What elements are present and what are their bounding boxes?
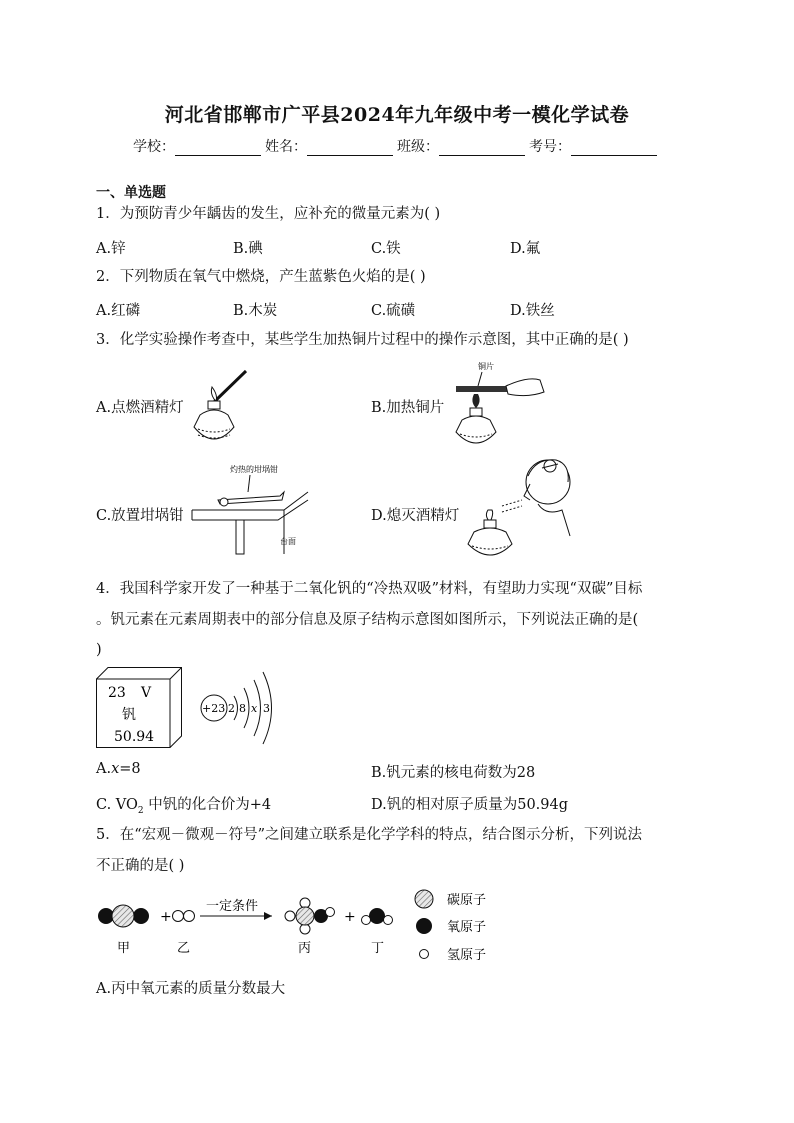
question-2-stem: 2．下列物质在氧气中燃烧，产生蓝紫色火焰的是( ): [96, 269, 426, 285]
lighting-lamp-figure: [188, 365, 278, 455]
label-jia: 甲: [117, 941, 131, 956]
legend-carbon: 碳原子: [447, 893, 487, 908]
question-5-stem-line1: 5．在“宏观－微观－符号”之间建立联系是化学学科的特点，结合图示分析，下列说法: [96, 827, 643, 843]
atomic-number: 23: [108, 685, 126, 701]
label-yi: 乙: [177, 941, 191, 956]
name-label: 姓名：: [265, 139, 307, 155]
question-4-stem-line1: 4．我国科学家开发了一种基于二氧化钒的“冷热双吸”材料，有望助力实现“双碳”目标: [96, 581, 643, 597]
question-4-stem-line2: 。钒元素在元素周期表中的部分信息及原子结构示意图如图所示，下列说法正确的是(: [96, 612, 639, 628]
extinguishing-lamp-figure: [462, 456, 580, 568]
q5-option-a: A.丙中氧元素的质量分数最大: [96, 981, 286, 997]
school-blank[interactable]: [175, 141, 261, 156]
legend-hydrogen: 氢原子: [447, 948, 487, 963]
q3-option-d: D.熄灭酒精灯: [371, 508, 460, 524]
tabletop-label: 台面: [280, 537, 296, 546]
question-3-stem: 3．化学实验操作考查中，某些学生加热铜片过程中的操作示意图，其中正确的是( ): [96, 332, 629, 348]
shell-1-electrons: 2: [228, 702, 235, 715]
molecule-jia: [98, 905, 149, 927]
legend-hydrogen-icon: [420, 950, 429, 959]
legend-carbon-icon: [415, 890, 433, 908]
question-1-stem: 1．为预防青少年龋齿的发生，应补充的微量元素为( ): [96, 206, 441, 222]
class-blank[interactable]: [439, 141, 525, 156]
school-label: 学校：: [133, 139, 175, 155]
element-symbol: V: [141, 685, 152, 701]
atom-structure-diagram: [196, 668, 281, 748]
q3-option-c: C.放置坩埚钳: [96, 508, 184, 524]
exam-title: 河北省邯郸市广平县2024年九年级中考一模化学试卷: [164, 104, 630, 126]
heating-copper-figure: [448, 358, 558, 458]
q4-option-a: A.x=8: [96, 761, 141, 777]
class-label: 班级：: [397, 139, 439, 155]
shell-3-electrons: x: [251, 702, 258, 715]
label-bing: 丙: [298, 941, 312, 956]
reaction-condition: 一定条件: [206, 899, 259, 914]
q1-option-d: D.氟: [510, 241, 541, 257]
name-blank[interactable]: [307, 141, 393, 156]
q2-option-a: A.红磷: [96, 303, 141, 319]
copper-sheet-label: 铜片: [478, 362, 494, 371]
q1-option-c: C.铁: [371, 241, 401, 257]
placing-tongs-figure: [190, 462, 315, 567]
molecule-yi: [173, 911, 195, 922]
q2-option-b: B.木炭: [233, 303, 278, 319]
legend-oxygen-icon: [416, 918, 432, 934]
number-blank[interactable]: [571, 141, 657, 156]
q4-option-c: C. $VO_2$ 中钒的化合价为+4: [96, 797, 272, 816]
reaction-diagram: [94, 886, 514, 968]
q4-option-b: B.钒元素的核电荷数为28: [371, 765, 536, 781]
element-name: 钒: [122, 707, 136, 723]
student-info-line: [0, 136, 794, 156]
shell-4-electrons: 3: [263, 702, 270, 715]
atomic-mass: 50.94: [114, 729, 155, 745]
q3-option-a: A.点燃酒精灯: [96, 400, 184, 416]
q4-option-d: D.钒的相对原子质量为50.94g: [371, 797, 569, 813]
number-label: 考号：: [529, 139, 571, 155]
question-5-stem-line2: 不正确的是( ): [96, 858, 185, 874]
molecule-bing: [285, 898, 335, 934]
q2-option-c: C.硫磺: [371, 303, 416, 319]
label-ding: 丁: [371, 941, 385, 956]
shell-2-electrons: 8: [239, 702, 246, 715]
q1-option-b: B.碘: [233, 241, 263, 257]
q1-option-a: A.锌: [96, 241, 126, 257]
nucleus-charge: +23: [202, 702, 226, 715]
hot-tongs-label: 灼热的坩埚钳: [230, 465, 278, 474]
vanadium-element-card: [96, 667, 182, 749]
legend-oxygen: 氧原子: [447, 920, 487, 935]
molecule-ding: [362, 908, 393, 925]
plus-sign-1: +: [160, 909, 172, 925]
question-4-stem-line3: ): [96, 642, 102, 658]
section-heading: 一、单选题: [96, 185, 166, 201]
q3-option-b: B.加热铜片: [371, 400, 445, 416]
plus-sign-2: +: [344, 909, 356, 925]
q2-option-d: D.铁丝: [510, 303, 555, 319]
